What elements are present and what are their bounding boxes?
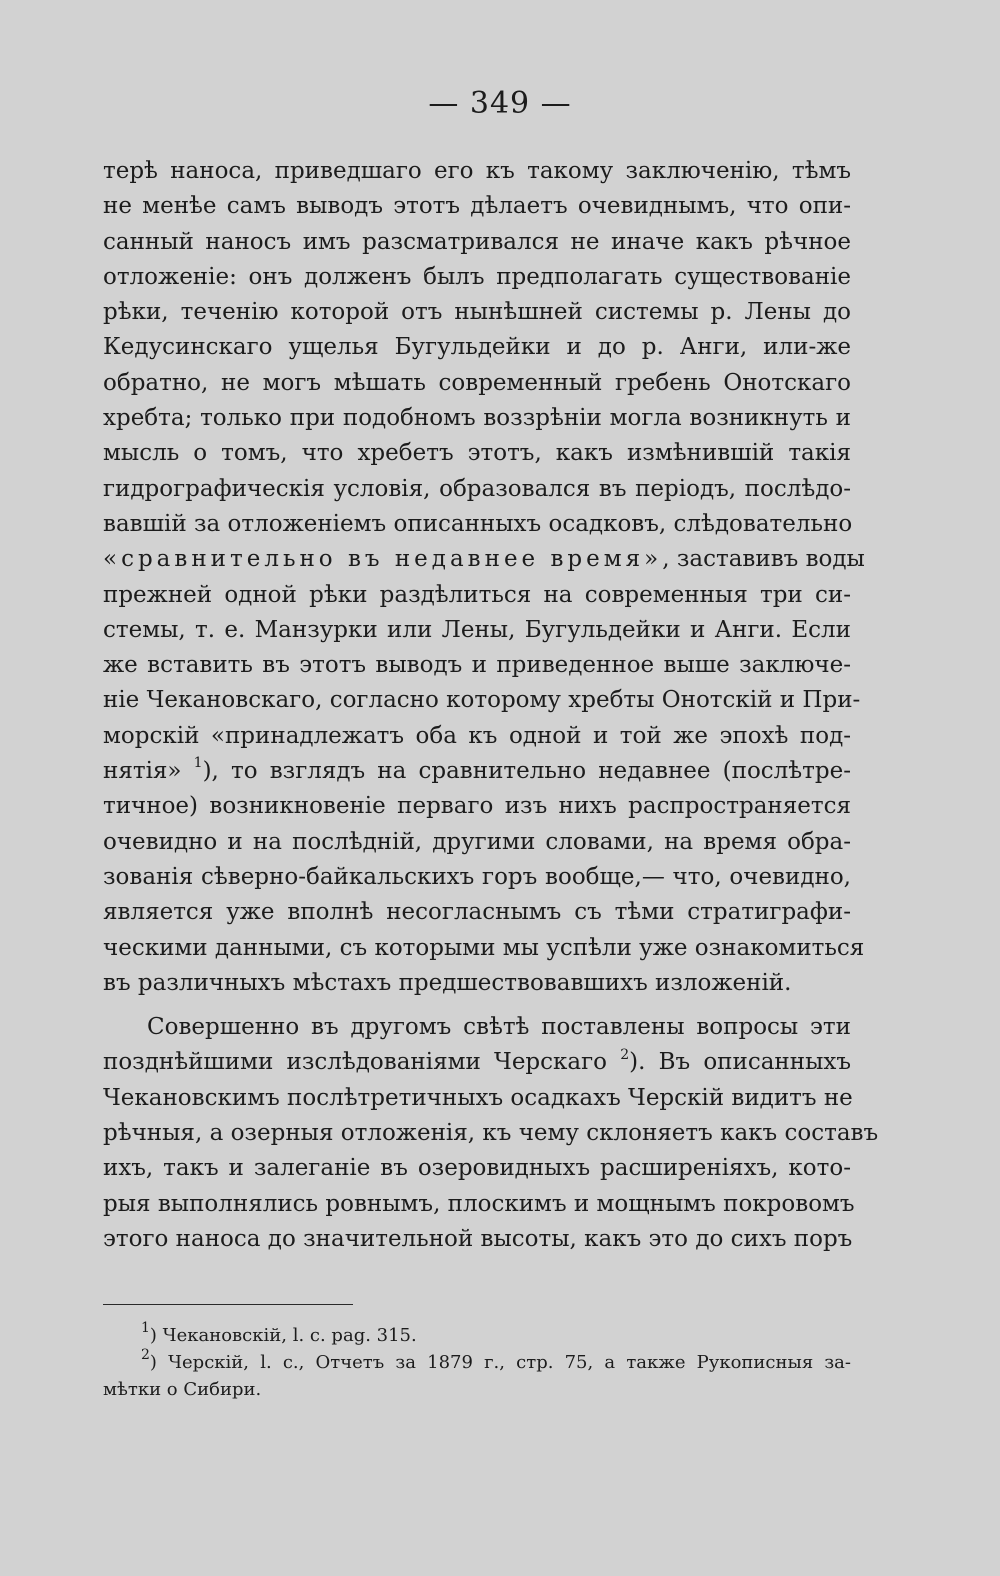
footnote-mark: 2 [141, 1347, 150, 1363]
text-line: ческими данными, съ которыми мы успѣли уже ознакомиться [103, 934, 865, 961]
text-line: зованія сѣверно-байкальскихъ горъ вообще,— что, очевидно, [103, 863, 851, 890]
text-line: тичное) возникновеніе перваго изъ нихъ распространяется [103, 793, 851, 820]
text-line [103, 1045, 851, 1080]
text-line: Чекановскимъ послѣтретичныхъ осадкахъ Черскій видитъ не [103, 1084, 853, 1111]
text-line: терѣ наноса, приведшаго его къ такому заключенію, тѣмъ [103, 158, 851, 184]
text-line: обратно, не могъ мѣшать современный гребень Онотскаго [103, 369, 851, 396]
text-fragment: позднѣйшими изслѣдованіями Черскаго [103, 1049, 608, 1076]
text-line [103, 542, 865, 577]
text-line: санный наносъ имъ разсматривался не иначе какъ рѣчное [103, 228, 851, 255]
text-fragment: нятія» [103, 758, 182, 785]
text-line: прежней одной рѣки раздѣлиться на современныя три си- [103, 581, 851, 608]
text-line: Кедусинскаго ущелья Бугульдейки и до р. Анги, или-же [103, 334, 851, 361]
footnote-mark: 1 [141, 1320, 150, 1336]
text-fragment: , заставивъ воды [662, 546, 865, 573]
page-number: — 349 — [428, 86, 572, 121]
footnote-divider [103, 1304, 353, 1305]
text-line: не менѣе самъ выводъ этотъ дѣлаетъ очевиднымъ, что опи- [103, 193, 851, 220]
footnote-text: ) Чекановскій, l. c. pag. 315. [149, 1325, 417, 1346]
footnote-text: ) Черскій, l. c., Отчетъ за 1879 г., стр. 75, а также Рукописныя за- [149, 1352, 851, 1373]
text-fragment: ), то взглядъ на сравнительно недавнее (послѣтре- [202, 758, 851, 785]
text-line: рѣчныя, а озерныя отложенія, къ чему склоняетъ какъ составъ [103, 1120, 879, 1147]
text-line: отложеніе: онъ долженъ былъ предполагать существованіе [103, 263, 851, 290]
footnote-2-continuation: мѣтки о Сибири. [103, 1379, 262, 1400]
text-line: хребта; только при подобномъ воззрѣніи могла возникнуть и [103, 405, 851, 432]
text-fragment: ). Въ описанныхъ [629, 1049, 851, 1076]
text-line: очевидно и на послѣдній, другими словами, на время обра- [103, 828, 851, 855]
text-line: вавшій за отложеніемъ описанныхъ осадковъ, слѣдовательно [103, 510, 853, 537]
text-line: мысль о томъ, что хребетъ этотъ, какъ измѣнившій такія [103, 440, 851, 467]
text-line: же вставить въ этотъ выводъ и приведенное выше заключе- [103, 652, 851, 679]
main-text [103, 154, 879, 1257]
text-line: рыя выполнялись ровнымъ, плоскимъ и мощнымъ покровомъ [103, 1190, 855, 1217]
text-line: является уже вполнѣ несогласнымъ съ тѣми стратиграфи- [103, 899, 851, 926]
text-line: этого наноса до значительной высоты, какъ это до сихъ поръ [103, 1225, 853, 1252]
text-line [103, 754, 851, 789]
footnote-2 [103, 1349, 851, 1376]
text-line: Совершенно въ другомъ свѣтѣ поставлены вопросы эти [147, 1014, 851, 1041]
text-line: ніе Чекановскаго, согласно которому хребты Онотскій и При- [103, 687, 861, 714]
footnotes [103, 1322, 851, 1403]
text-line: стемы, т. е. Манзурки или Лены, Бугульдейки и Анги. Если [103, 616, 851, 643]
footnote-ref-1: 1 [193, 755, 203, 772]
footnote-ref-2: 2 [620, 1046, 630, 1063]
paragraph-gap [103, 1001, 851, 1010]
text-line: морскій «принадлежатъ оба къ одной и той же эпохѣ под- [103, 722, 851, 749]
emphasized-quote: «сравнительно въ недавнее время» [103, 546, 663, 573]
text-line: ихъ, такъ и залеганіе въ озеровидныхъ расширеніяхъ, кото- [103, 1155, 851, 1182]
text-line: рѣки, теченію которой отъ нынѣшней системы р. Лены до [103, 299, 851, 326]
footnote-1 [103, 1322, 851, 1349]
text-line: гидрографическія условія, образовался въ періодъ, послѣдо- [103, 475, 851, 502]
text-line: въ различныхъ мѣстахъ предшествовавшихъ изложеній. [103, 969, 792, 996]
